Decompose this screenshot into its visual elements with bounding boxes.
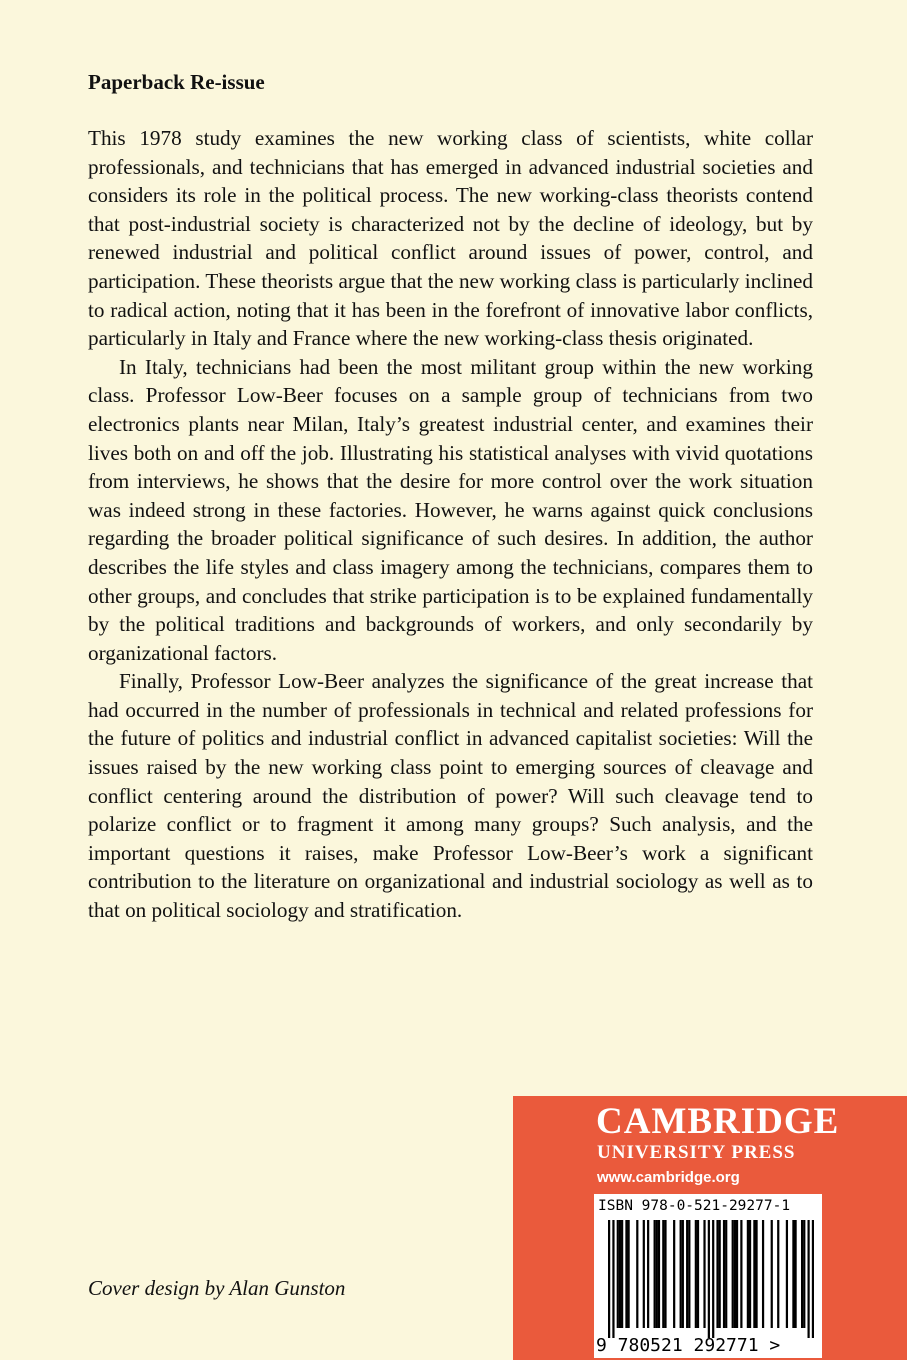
barcode-bar bbox=[749, 1220, 751, 1328]
barcode-bar bbox=[753, 1220, 755, 1328]
barcode-bar bbox=[725, 1220, 727, 1328]
barcode-bars bbox=[608, 1220, 814, 1338]
publisher-press: UNIVERSITY PRESS bbox=[597, 1142, 796, 1163]
barcode-bar bbox=[612, 1220, 614, 1338]
publisher-name: CAMBRIDGE bbox=[596, 1101, 840, 1142]
barcode-bar bbox=[628, 1220, 630, 1328]
barcode-bar bbox=[719, 1220, 721, 1328]
paragraph-2: In Italy, technicians had been the most militant group within the new working class. Professor Low-Beer focuses on a sample group of technicians from two electronics plants near Milan, Italy’s greatest industrial center, and examines their lives both on and off the job. Illustrating his statistical analyses with vivid quotations from interviews, he shows that the desire for more control over the work situation was indeed strong in these factories. However, he warns against quick conclusions regarding the broader political significance of such desires. In addition, the author describes the life styles and class imagery among the technicians, compares them to other groups, and concludes that strike participation is to be explained fundamentally by the political traditions and backgrounds of workers, and only secondarily by organizational factors. bbox=[88, 354, 813, 665]
barcode-bar bbox=[747, 1220, 749, 1328]
barcode-bar bbox=[740, 1220, 742, 1328]
barcode-bar bbox=[680, 1220, 682, 1328]
barcode-bar bbox=[812, 1220, 814, 1338]
barcode-bar bbox=[792, 1220, 794, 1328]
barcode-bar bbox=[621, 1220, 623, 1328]
barcode-bar bbox=[654, 1220, 656, 1328]
barcode-bar bbox=[807, 1220, 809, 1338]
publisher-url: www.cambridge.org bbox=[597, 1169, 740, 1186]
barcode-bar bbox=[736, 1220, 738, 1328]
barcode-bar bbox=[697, 1220, 699, 1328]
barcode-bar bbox=[658, 1220, 660, 1328]
barcode-bar bbox=[801, 1220, 803, 1328]
barcode-bar bbox=[608, 1220, 610, 1338]
blurb-text bbox=[88, 124, 813, 925]
barcode-bar bbox=[662, 1220, 664, 1328]
barcode-bar bbox=[688, 1220, 690, 1328]
barcode-bar bbox=[716, 1220, 718, 1328]
barcode-bar bbox=[643, 1220, 645, 1328]
publisher-box bbox=[513, 1096, 907, 1360]
barcode-bar bbox=[708, 1220, 710, 1338]
barcode-bar bbox=[695, 1220, 697, 1328]
barcode-bar bbox=[755, 1220, 757, 1328]
barcode-panel bbox=[594, 1194, 822, 1358]
barcode-bar bbox=[794, 1220, 796, 1328]
barcode-bar bbox=[673, 1220, 675, 1328]
barcode-bar bbox=[682, 1220, 684, 1328]
barcode-digits: 9 780521 292771 > bbox=[596, 1335, 781, 1356]
barcode-bar bbox=[617, 1220, 619, 1328]
barcode-bar bbox=[712, 1220, 714, 1338]
barcode-bar bbox=[664, 1220, 666, 1328]
barcode-bar bbox=[723, 1220, 725, 1328]
barcode-bar bbox=[625, 1220, 627, 1328]
barcode-bar bbox=[777, 1220, 779, 1328]
barcode-bar bbox=[762, 1220, 764, 1328]
barcode-bar bbox=[636, 1220, 638, 1328]
barcode-bar bbox=[732, 1220, 734, 1328]
barcode-bar bbox=[619, 1220, 621, 1328]
barcode-bar bbox=[656, 1220, 658, 1328]
isbn-label: ISBN 978-0-521-29277-1 bbox=[598, 1198, 791, 1214]
cover-design-credit: Cover design by Alan Gunston bbox=[88, 1276, 346, 1300]
heading: Paperback Re-issue bbox=[88, 70, 265, 94]
barcode-bar bbox=[703, 1220, 705, 1328]
barcode-bar bbox=[771, 1220, 773, 1328]
paragraph-1: This 1978 study examines the new working class of scientists, white collar professionals, and technicians that has emerged in advanced industrial societies and considers its role in the political process. The new working-class theorists contend that post-industrial society is characterized not by the decline of ideology, but by renewed industrial and political conflict around issues of power, control, and participation. These theorists argue that the new working class is particularly inclined to radical action, noting that it has been in the forefront of innovative labor conflicts, particularly in Italy and France where the new working-class thesis originated. bbox=[88, 126, 813, 351]
barcode-bar bbox=[803, 1220, 805, 1328]
paragraph-3: Finally, Professor Low-Beer analyzes the significance of the great increase that had occurred in the number of professionals in technical and related professions for the future of politics and industrial conflict in advanced capitalist societies: Will the issues raised by the new working class point to emerging sources of cleavage and conflict centering around the distribution of power? Will such cleavage tend to polarize conflict or to fragment it among many groups? Such analysis, and the important questions it raises, make Professor Low-Beer’s work a significant contribution to the literature on organizational and industrial sociology as well as to that on political sociology and stratification. bbox=[88, 669, 813, 923]
barcode-bar bbox=[647, 1220, 649, 1328]
barcode-bar bbox=[734, 1220, 736, 1328]
barcode-bar bbox=[686, 1220, 688, 1328]
barcode-bar bbox=[786, 1220, 788, 1328]
